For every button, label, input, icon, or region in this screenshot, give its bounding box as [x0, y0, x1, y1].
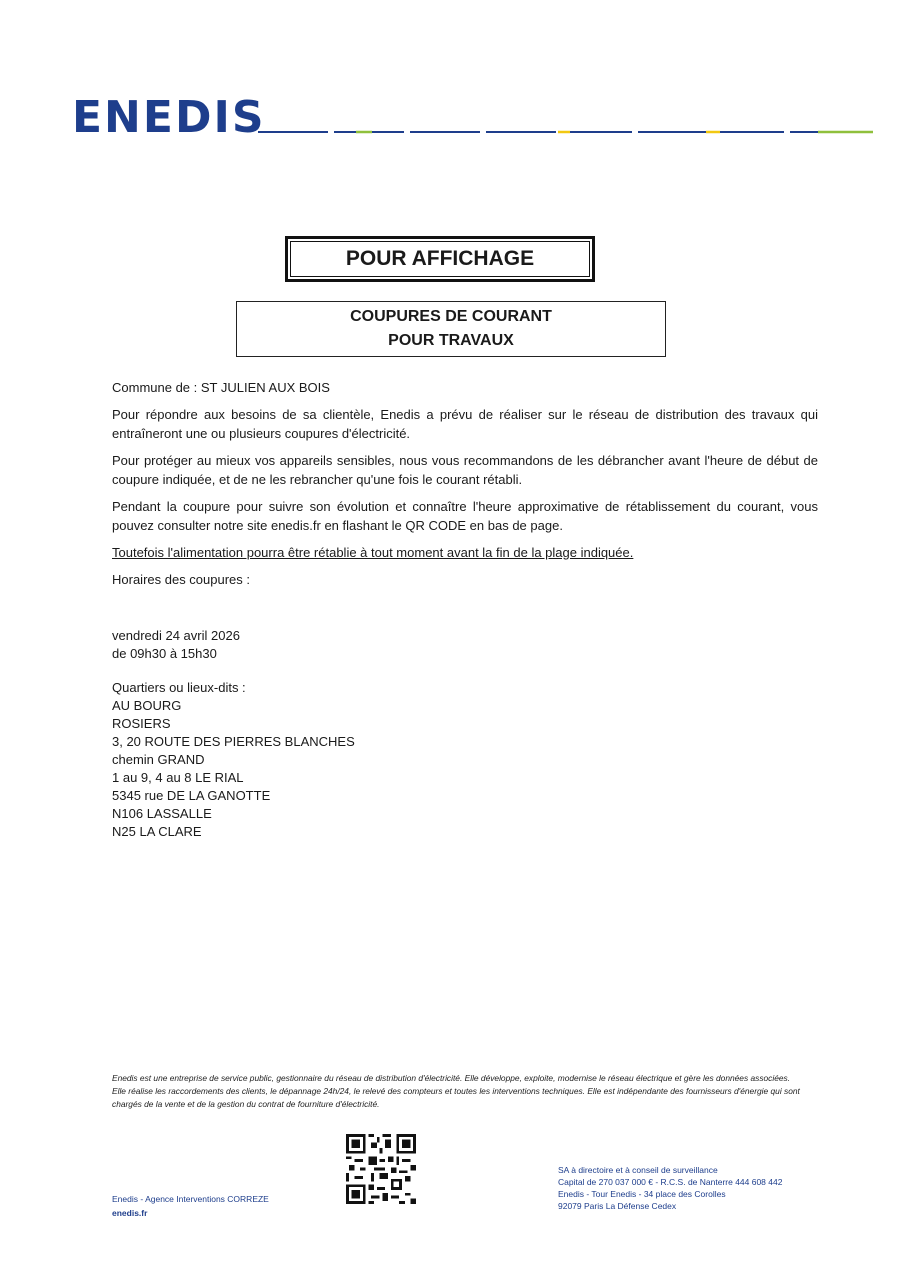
agency-info [112, 1192, 269, 1220]
place-item: chemin GRAND [112, 752, 205, 767]
place-item: N25 LA CLARE [112, 824, 202, 839]
legal-line: 92079 Paris La Défense Cedex [558, 1201, 677, 1211]
paragraph-1: Pour répondre aux besoins de sa clientèle, Enedis a prévu de réaliser sur le réseau de distribution des travaux qui entraîneront une ou plusieurs coupures d'électricité. [112, 407, 818, 441]
schedule-block [112, 627, 818, 663]
legal-line: SA à directoire et à conseil de surveillance [558, 1165, 718, 1175]
paragraph-2: Pour protéger au mieux vos appareils sensibles, nous vous recommandons de les débrancher avant l'heure de début de coupure indiquée, et de ne les rebrancher qu'une fois le courant rétabli. [112, 453, 818, 487]
schedule-date: vendredi 24 avril 2026 [112, 628, 240, 643]
coupures-title-line2: POUR TRAVAUX [388, 332, 514, 349]
pour-affichage-box [285, 236, 595, 282]
place-item: 1 au 9, 4 au 8 LE RIAL [112, 770, 244, 785]
agency-name: Enedis - Agence Interventions CORREZE [112, 1194, 269, 1204]
places-block [112, 679, 818, 841]
pour-affichage-title: POUR AFFICHAGE [290, 241, 590, 277]
website-link[interactable]: enedis.fr [112, 1208, 148, 1218]
place-item: 5345 rue DE LA GANOTTE [112, 788, 271, 803]
places-label: Quartiers ou lieux-dits : [112, 680, 246, 695]
legal-info [558, 1164, 782, 1212]
place-item: 3, 20 ROUTE DES PIERRES BLANCHES [112, 734, 355, 749]
horaires-label: Horaires des coupures : [112, 572, 251, 587]
schedule-time: de 09h30 à 15h30 [112, 646, 217, 661]
place-item: ROSIERS [112, 716, 171, 731]
coupures-box [236, 301, 666, 357]
qr-code-icon[interactable] [346, 1134, 416, 1204]
company-description: Enedis est une entreprise de service public, gestionnaire du réseau de distribution d'électricité. Elle développe, exploite, modernise le réseau électrique et gère les données associées. Elle réalise les raccordements des clients, le dépannage 24h/24, le relevé des compteurs et toutes les interventions techniques. Elle est indépendante des fournisseurs d'énergie qui sont chargés de la vente et de la gestion du contrat de fourniture d'électricité. [112, 1073, 800, 1109]
paragraph-4: Toutefois l'alimentation pourra être rétablie à tout moment avant la fin de la plage indiquée. [112, 545, 634, 560]
legal-line: Enedis - Tour Enedis - 34 place des Corolles [558, 1189, 726, 1199]
enedis-logo: ENEDIS [72, 92, 266, 143]
place-item: N106 LASSALLE [112, 806, 212, 821]
notice-body [112, 378, 818, 841]
place-item: AU BOURG [112, 698, 182, 713]
legal-line: Capital de 270 037 000 € - R.C.S. de Nanterre 444 608 442 [558, 1177, 783, 1187]
coupures-title-line1: COUPURES DE COURANT [350, 308, 552, 325]
commune-line: Commune de : ST JULIEN AUX BOIS [112, 380, 330, 395]
logo-dashed-line [258, 130, 873, 134]
paragraph-3: Pendant la coupure pour suivre son évolution et connaître l'heure approximative de rétablissement du courant, vous pouvez consulter notre site enedis.fr en flashant le QR CODE en bas de page. [112, 499, 818, 533]
